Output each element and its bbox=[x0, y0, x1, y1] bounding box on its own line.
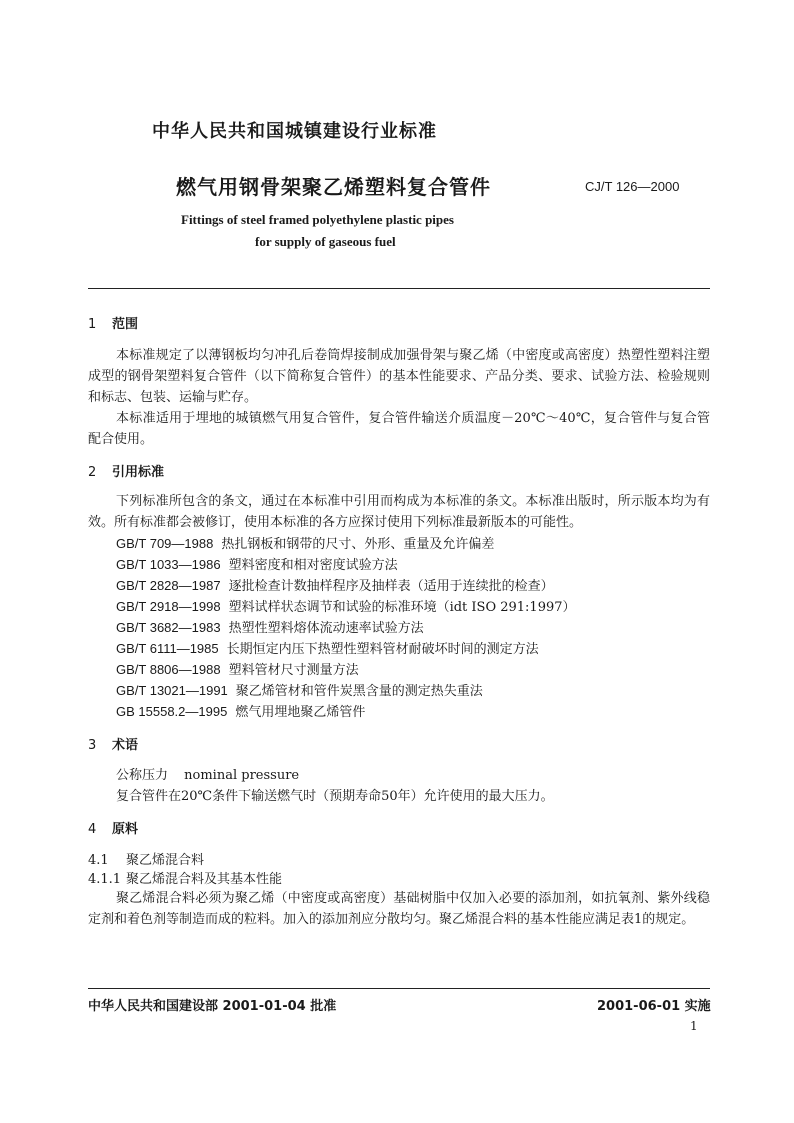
reference-code: GB/T 2918—1998 bbox=[116, 599, 221, 614]
term-en: nominal pressure bbox=[184, 768, 300, 783]
section-number: 1 bbox=[88, 317, 97, 332]
document-title-en-line1: Fittings of steel framed polyethylene plastic pipes bbox=[181, 212, 454, 227]
reference-item bbox=[116, 554, 398, 573]
approval-info: 中华人民共和国建设部 2001-01-04 批准 bbox=[88, 999, 337, 1014]
reference-item bbox=[116, 575, 554, 594]
standard-code: CJ/T 126—2000 bbox=[585, 179, 680, 194]
reference-item bbox=[116, 533, 494, 552]
reference-code: GB/T 13021—1991 bbox=[116, 683, 228, 698]
reference-title: 塑料密度和相对密度试验方法 bbox=[228, 558, 398, 573]
subsection-number: 4.1.1 bbox=[88, 872, 122, 887]
reference-item bbox=[116, 596, 576, 615]
reference-title: 长期恒定内压下热塑性塑料管材耐破坏时间的测定方法 bbox=[226, 642, 539, 657]
reference-code: GB/T 8806—1988 bbox=[116, 662, 221, 677]
reference-title: 塑料试样状态调节和试验的标准环境（idt ISO 291:1997） bbox=[228, 600, 576, 615]
reference-item bbox=[116, 659, 359, 678]
footer-divider bbox=[88, 988, 710, 989]
page-number: 1 bbox=[690, 1019, 698, 1033]
reference-code: GB/T 6111—1985 bbox=[116, 641, 219, 656]
section-heading-terms bbox=[88, 734, 138, 753]
section-number: 3 bbox=[88, 738, 97, 753]
section-title: 原料 bbox=[112, 822, 139, 837]
subsection-4-1 bbox=[88, 849, 204, 868]
section-number: 2 bbox=[88, 465, 97, 480]
industry-standard-heading: 中华人民共和国城镇建设行业标准 bbox=[152, 121, 437, 142]
subsection-title: 聚乙烯混合料 bbox=[126, 853, 205, 868]
reference-item bbox=[116, 680, 483, 699]
term-entry bbox=[116, 764, 299, 783]
reference-title: 热扎钢板和钢带的尺寸、外形、重量及允许偏差 bbox=[221, 537, 495, 552]
section-title: 术语 bbox=[112, 738, 139, 753]
document-title-cn: 燃气用钢骨架聚乙烯塑料复合管件 bbox=[176, 175, 491, 199]
reference-item bbox=[116, 701, 365, 720]
reference-code: GB/T 709—1988 bbox=[116, 536, 214, 551]
references-intro: 下列标准所包含的条文，通过在本标准中引用而构成为本标准的条文。本标准出版时，所示版本均为有效。所有标准都会被修订，使用本标准的各方应探讨使用下列标准最新版本的可能性。 bbox=[88, 494, 710, 530]
subsection-title: 聚乙烯混合料及其基本性能 bbox=[126, 872, 283, 887]
reference-title: 聚乙烯管材和管件炭黑含量的测定热失重法 bbox=[235, 684, 483, 699]
subsection-number: 4.1 bbox=[88, 853, 109, 868]
document-title-en-line2: for supply of gaseous fuel bbox=[255, 234, 396, 249]
reference-title: 塑料管材尺寸测量方法 bbox=[228, 663, 359, 678]
section-heading-references bbox=[88, 461, 164, 480]
subsection-4-1-1 bbox=[88, 868, 282, 887]
section-number: 4 bbox=[88, 822, 97, 837]
reference-code: GB/T 2828—1987 bbox=[116, 578, 221, 593]
reference-code: GB/T 1033—1986 bbox=[116, 557, 221, 572]
scope-paragraph-1: 本标准规定了以薄钢板均匀冲孔后卷筒焊接制成加强骨架与聚乙烯（中密度或高密度）热塑性塑料注塑成型的钢骨架塑料复合管件（以下简称复合管件）的基本性能要求、产品分类、要求、试验方法、检验规则和标志、包装、运输与贮存。 bbox=[88, 348, 710, 405]
implementation-info: 2001-06-01 实施 bbox=[597, 999, 711, 1014]
section-title: 范围 bbox=[112, 317, 139, 332]
term-definition: 复合管件在20℃条件下输送燃气时（预期寿命50年）允许使用的最大压力。 bbox=[116, 789, 554, 804]
section-title: 引用标准 bbox=[112, 465, 165, 480]
section-heading-scope bbox=[88, 313, 138, 332]
reference-title: 逐批检查计数抽样程序及抽样表（适用于连续批的检查） bbox=[228, 579, 554, 594]
materials-paragraph: 聚乙烯混合料必须为聚乙烯（中密度或高密度）基础树脂中仅加入必要的添加剂，如抗氧剂、紫外线稳定剂和着色剂等制造而成的粒料。加入的添加剂应分散均匀。聚乙烯混合料的基本性能应满足表1的规定。 bbox=[88, 891, 710, 927]
reference-title: 燃气用埋地聚乙烯管件 bbox=[235, 705, 366, 720]
scope-paragraph-2: 本标准适用于埋地的城镇燃气用复合管件，复合管件输送介质温度－20℃～40℃，复合管件与复合管配合使用。 bbox=[88, 411, 710, 447]
reference-item bbox=[116, 617, 424, 636]
header-divider bbox=[88, 288, 710, 289]
reference-item bbox=[116, 638, 539, 657]
term-cn: 公称压力 bbox=[116, 768, 169, 783]
reference-title: 热塑性塑料熔体流动速率试验方法 bbox=[228, 621, 424, 636]
section-heading-materials bbox=[88, 818, 138, 837]
reference-code: GB/T 3682—1983 bbox=[116, 620, 221, 635]
reference-code: GB 15558.2—1995 bbox=[116, 704, 228, 719]
